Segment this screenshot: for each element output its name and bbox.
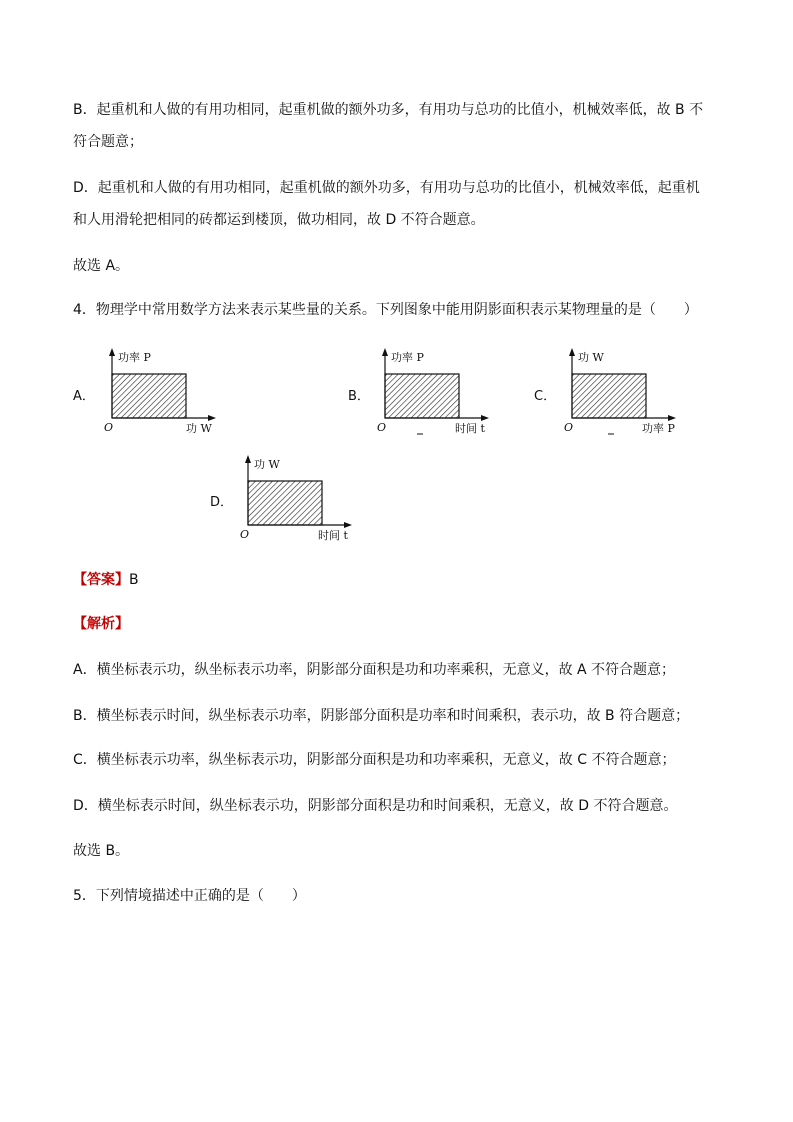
option-b-y-arrow xyxy=(382,348,388,356)
option-a-x-label: 功 W xyxy=(186,422,212,435)
prev-answer-d-line1: D．起重机和人做的有用功相同，起重机做的额外功多，有用功与总功的比值小，机械效率低，起重机 xyxy=(73,180,700,196)
analysis-tag: 【解析】 xyxy=(73,616,129,632)
option-c-y-label: 功 W xyxy=(578,351,604,364)
option-d-y-label: 功 W xyxy=(254,458,280,471)
option-a-y-arrow xyxy=(109,348,115,356)
question-4-stem: 4．物理学中常用数学方法来表示某些量的关系。下列图象中能用阴影面积表示某物理量的是（ ） xyxy=(73,302,698,318)
question-4-choice: 故选 B。 xyxy=(73,843,130,859)
option-c-graph xyxy=(560,348,700,438)
option-b-shaded-area xyxy=(385,374,459,418)
option-d-label: D． xyxy=(210,495,234,510)
option-c-origin: O xyxy=(564,421,574,434)
option-a-label: A． xyxy=(73,389,95,404)
option-a-shaded-area xyxy=(112,374,186,418)
option-c-x-label: 功率 P xyxy=(642,422,675,435)
option-b-label: B． xyxy=(348,389,370,404)
answer-line xyxy=(73,570,733,590)
option-c-label: C． xyxy=(534,389,557,404)
question-5-stem: 5．下列情境描述中正确的是（ ） xyxy=(73,888,306,904)
option-d-graph xyxy=(236,455,366,545)
analysis-line-b: B．横坐标表示时间，纵坐标表示功率，阴影部分面积是功率和时间乘积，表示功，故 B 符合题意； xyxy=(73,708,690,724)
analysis-line-c: C．横坐标表示功率，纵坐标表示功，阴影部分面积是功和功率乘积，无意义，故 C 不符合题意； xyxy=(73,752,676,768)
prev-answer-b-line1: B．起重机和人做的有用功相同，起重机做的额外功多，有用功与总功的比值小，机械效率低，故 B 不 xyxy=(73,102,704,118)
option-d-x-arrow xyxy=(344,522,352,528)
option-a-graph xyxy=(100,348,230,438)
option-b-origin: O xyxy=(377,421,387,434)
prev-answer-b-line2: 符合题意； xyxy=(73,134,143,150)
prev-answer-choice: 故选 A。 xyxy=(73,258,130,274)
option-b-x-arrow xyxy=(481,415,489,421)
analysis-line-a: A．横坐标表示功，纵坐标表示功率，阴影部分面积是功和功率乘积，无意义，故 A 不符合题意； xyxy=(73,662,676,678)
option-d-y-arrow xyxy=(245,455,251,463)
option-d-x-label: 时间 t xyxy=(318,529,348,542)
option-c-shaded-area xyxy=(572,374,646,418)
option-a-x-arrow xyxy=(208,415,216,421)
analysis-line-d: D．横坐标表示时间，纵坐标表示功，阴影部分面积是功和时间乘积，无意义，故 D 不符合题意。 xyxy=(73,798,678,814)
option-b-x-label: 时间 t xyxy=(455,422,485,435)
option-b-graph xyxy=(373,348,503,438)
option-d-origin: O xyxy=(240,528,250,541)
answer-value: B xyxy=(129,572,139,588)
option-c-y-arrow xyxy=(569,348,575,356)
option-b-y-label: 功率 P xyxy=(391,351,424,364)
option-c-x-arrow xyxy=(668,415,676,421)
answer-tag: 【答案】 xyxy=(73,572,129,588)
prev-answer-d-line2: 和人用滑轮把相同的砖都运到楼顶，做功相同，故 D 不符合题意。 xyxy=(73,212,485,228)
option-d-shaded-area xyxy=(248,481,322,525)
option-a-y-label: 功率 P xyxy=(118,351,151,364)
option-a-origin: O xyxy=(104,421,114,434)
